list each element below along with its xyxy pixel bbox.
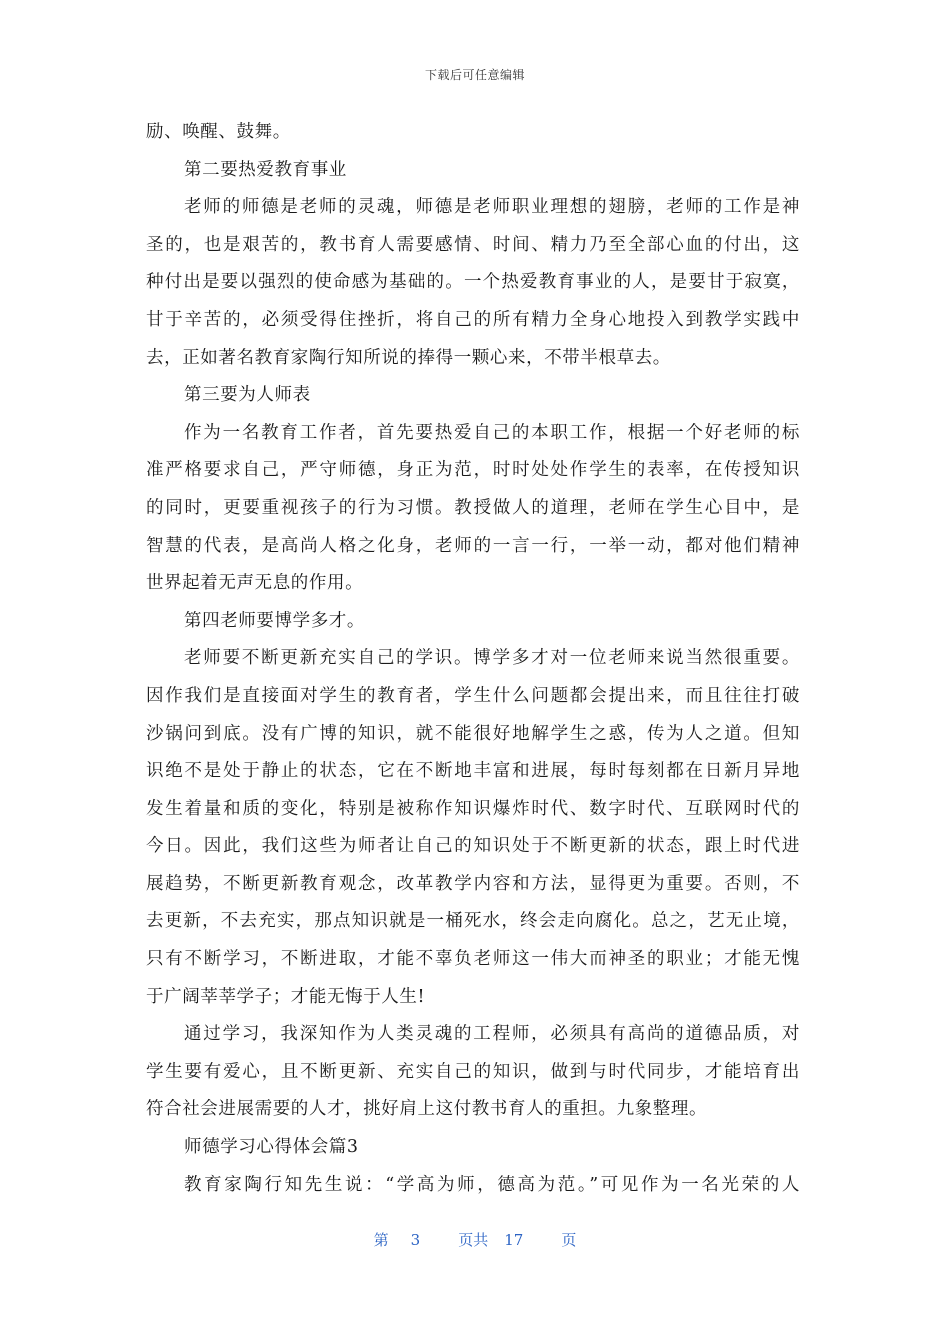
text-line: 圣的，也是艰苦的，教书育人需要感情、时间、精力乃至全部心血的付出，这 [146,234,800,255]
page-header: 下载后可任意编辑 [424,68,525,82]
footer-current-page: 3 [410,1231,421,1249]
document-body [146,114,800,1204]
text-line: 沙锅问到底。没有广博的知识，就不能很好地解学生之惑，传为人之道。但知 [146,723,800,744]
text-line: 展趋势，不断更新教育观念，改革教学内容和方法，显得更为重要。否则，不 [146,873,800,894]
text-line: 第二要热爱教育事业 [184,159,347,180]
text-line: 符合社会进展需要的人才，挑好肩上这付教书育人的重担。九象整理。 [146,1099,708,1120]
text-line: 教育家陶行知先生说：“学高为师，德高为范。”可见作为一名光荣的人 [184,1174,800,1195]
text-line: 的同时，更要重视孩子的行为习惯。教授做人的道理，老师在学生心目中，是 [146,497,800,518]
text-line: 识绝不是处于静止的状态，它在不断地丰富和进展，每时每刻都在日新月异地 [146,761,800,782]
text-line: 准严格要求自己，严守师德，身正为范，时时处处作学生的表率，在传授知识 [146,460,800,481]
footer-total-pages: 17 [504,1231,524,1249]
text-line: 励、唤醒、鼓舞。 [146,122,291,142]
text-line: 去更新，不去充实，那点知识就是一桶死水，终会走向腐化。总之，艺无止境， [146,911,800,932]
text-line: 甘于辛苦的，必须受得住挫折，将自己的所有精力全身心地投入到教学实践中 [146,309,800,330]
footer-prefix: 第 [373,1231,389,1249]
footer-suffix: 页 [561,1231,577,1249]
text-line: 因作我们是直接面对学生的教育者，学生什么问题都会提出来，而且往往打破 [146,685,800,706]
text-line: 种付出是要以强烈的使命感为基础的。一个热爱教育事业的人，是要甘于寂寞， [146,272,800,293]
text-line: 智慧的代表，是高尚人格之化身，老师的一言一行，一举一动，都对他们精神 [146,535,800,556]
text-line: 去，正如著名教育家陶行知所说的捧得一颗心来，不带半根草去。 [146,347,671,368]
text-line: 于广阔莘莘学子；才能无悔于人生! [146,986,426,1007]
text-line: 今日。因此，我们这些为师者让自己的知识处于不断更新的状态，跟上时代进 [146,836,800,857]
text-line: 师德学习心得体会篇3 [184,1137,359,1158]
text-line: 老师要不断更新充实自己的学识。博学多才对一位老师来说当然很重要。 [184,648,800,669]
text-line: 第四老师要博学多才。 [184,610,365,631]
footer-middle: 页共 [458,1231,489,1249]
text-line: 第三要为人师表 [184,385,311,406]
page-footer [0,1229,950,1250]
text-line: 发生着量和质的变化，特别是被称作知识爆炸时代、数字时代、互联网时代的 [146,798,800,819]
text-line: 作为一名教育工作者，首先要热爱自己的本职工作，根据一个好老师的标 [184,422,800,443]
text-line: 只有不断学习，不断进取，才能不辜负老师这一伟大而神圣的职业；才能无愧 [146,949,800,970]
text-line: 学生要有爱心，且不断更新、充实自己的知识，做到与时代同步，才能培育出 [146,1061,800,1082]
text-line: 世界起着无声无息的作用。 [146,573,364,594]
text-line: 通过学习，我深知作为人类灵魂的工程师，必须具有高尚的道德品质，对 [184,1024,800,1045]
text-line: 老师的师德是老师的灵魂，师德是老师职业理想的翅膀，老师的工作是神 [184,197,800,218]
